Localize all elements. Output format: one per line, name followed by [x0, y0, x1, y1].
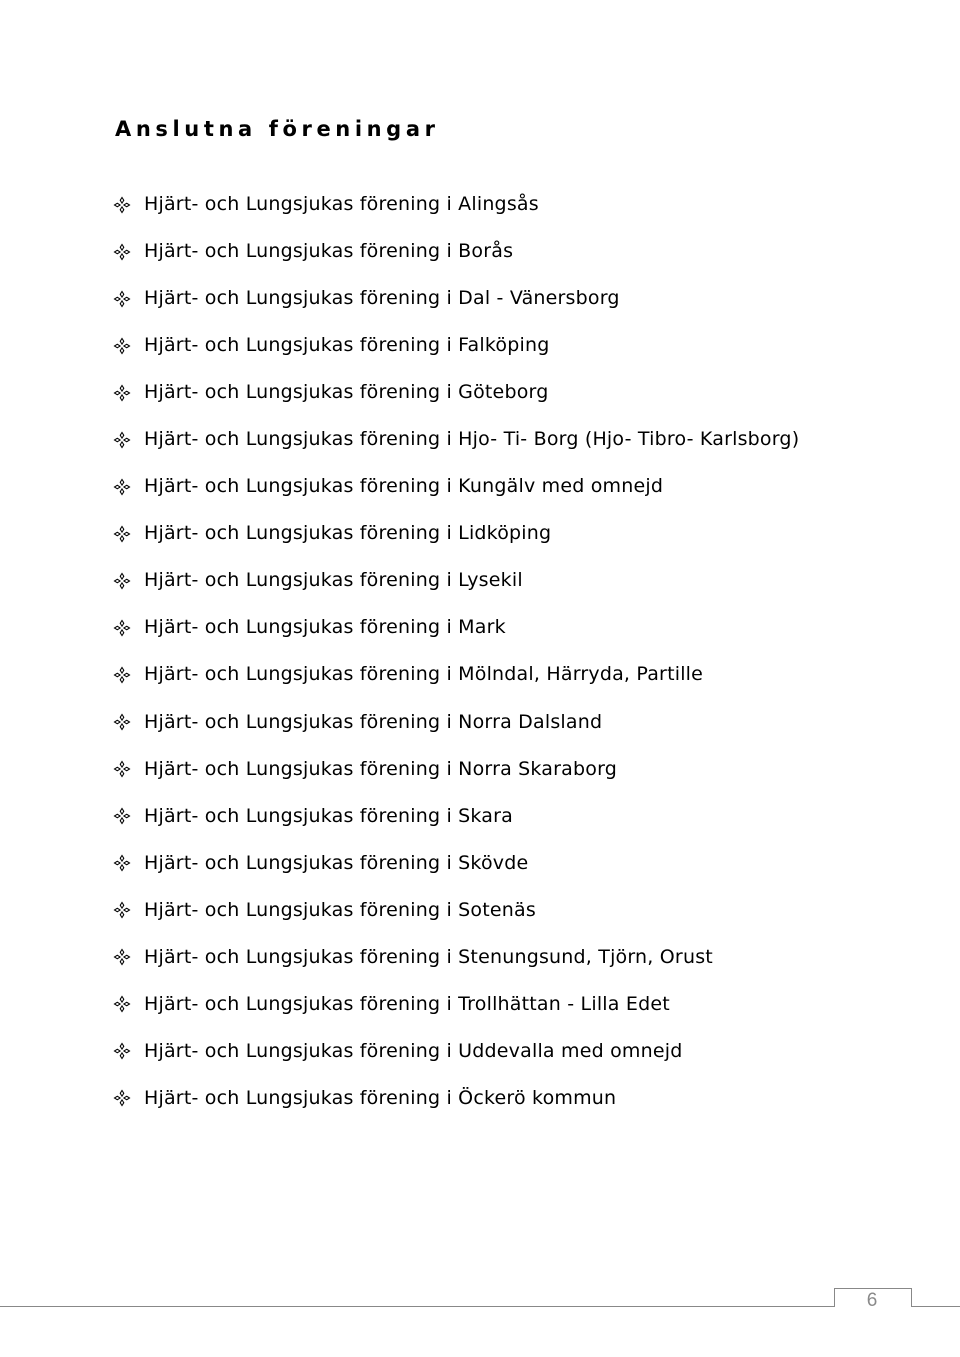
- association-name: Hjärt- och Lungsjukas förening i Stenungsund, Tjörn, Orust: [144, 945, 713, 968]
- association-name: Hjärt- och Lungsjukas förening i Uddevalla med omnejd: [144, 1039, 683, 1062]
- four-diamond-bullet-icon: [113, 801, 144, 832]
- list-item: [113, 1083, 799, 1130]
- association-name: Hjärt- och Lungsjukas förening i Borås: [144, 240, 514, 263]
- four-diamond-bullet-icon: [113, 565, 144, 596]
- list-item: [113, 989, 799, 1036]
- four-diamond-bullet-icon: [113, 707, 144, 738]
- association-name: Hjärt- och Lungsjukas förening i Skara: [144, 804, 513, 827]
- association-name: Hjärt- och Lungsjukas förening i Öckerö kommun: [144, 1086, 617, 1109]
- four-diamond-bullet-icon: [113, 377, 144, 408]
- four-diamond-bullet-icon: [113, 471, 144, 502]
- list-item: [113, 236, 799, 283]
- four-diamond-bullet-icon: [113, 754, 144, 785]
- four-diamond-bullet-icon: [113, 330, 144, 361]
- association-name: Hjärt- och Lungsjukas förening i Kungälv med omnejd: [144, 475, 664, 498]
- footer-rule: [0, 1306, 960, 1307]
- association-name: Hjärt- och Lungsjukas förening i Lysekil: [144, 569, 523, 592]
- four-diamond-bullet-icon: [113, 989, 144, 1020]
- list-item: [113, 518, 799, 565]
- association-name: Hjärt- och Lungsjukas förening i Falköping: [144, 334, 550, 357]
- list-item: [113, 471, 799, 518]
- association-name: Hjärt- och Lungsjukas förening i Lidköping: [144, 522, 552, 545]
- association-list: [113, 189, 799, 1130]
- association-name: Hjärt- och Lungsjukas förening i Dal - Vänersborg: [144, 287, 620, 310]
- four-diamond-bullet-icon: [113, 424, 144, 455]
- page-title: Anslutna föreningar: [115, 117, 440, 141]
- list-item: [113, 612, 799, 659]
- list-item: [113, 330, 799, 377]
- list-item: [113, 377, 799, 424]
- association-name: Hjärt- och Lungsjukas förening i Göteborg: [144, 381, 549, 404]
- association-name: Hjärt- och Lungsjukas förening i Alingsås: [144, 193, 539, 215]
- four-diamond-bullet-icon: [113, 518, 144, 549]
- four-diamond-bullet-icon: [113, 612, 144, 643]
- four-diamond-bullet-icon: [113, 942, 144, 973]
- list-item: [113, 189, 799, 236]
- four-diamond-bullet-icon: [113, 848, 144, 879]
- page-number: 6: [866, 1290, 878, 1311]
- association-name: Hjärt- och Lungsjukas förening i Norra Dalsland: [144, 710, 603, 733]
- association-name: Hjärt- och Lungsjukas förening i Hjo- Ti- Borg (Hjo- Tibro- Karlsborg): [144, 428, 800, 451]
- four-diamond-bullet-icon: [113, 1036, 144, 1067]
- association-name: Hjärt- och Lungsjukas förening i Norra Skaraborg: [144, 757, 618, 780]
- association-name: Hjärt- och Lungsjukas förening i Mark: [144, 616, 506, 639]
- list-item: [113, 659, 799, 706]
- association-name: Hjärt- och Lungsjukas förening i Sotenäs: [144, 898, 536, 921]
- four-diamond-bullet-icon: [113, 283, 144, 314]
- association-name: Hjärt- och Lungsjukas förening i Mölndal, Härryda, Partille: [144, 663, 704, 686]
- four-diamond-bullet-icon: [113, 189, 144, 220]
- list-item: [113, 565, 799, 612]
- list-item: [113, 707, 799, 754]
- list-item: [113, 283, 799, 330]
- list-item: [113, 754, 799, 801]
- four-diamond-bullet-icon: [113, 895, 144, 926]
- four-diamond-bullet-icon: [113, 659, 144, 690]
- list-item: [113, 848, 799, 895]
- list-item: [113, 801, 799, 848]
- list-item: [113, 942, 799, 989]
- list-item: [113, 895, 799, 942]
- association-name: Hjärt- och Lungsjukas förening i Skövde: [144, 851, 529, 874]
- list-item: [113, 1036, 799, 1083]
- four-diamond-bullet-icon: [113, 1083, 144, 1114]
- association-name: Hjärt- och Lungsjukas förening i Trollhättan - Lilla Edet: [144, 992, 670, 1015]
- list-item: [113, 424, 799, 471]
- four-diamond-bullet-icon: [113, 236, 144, 267]
